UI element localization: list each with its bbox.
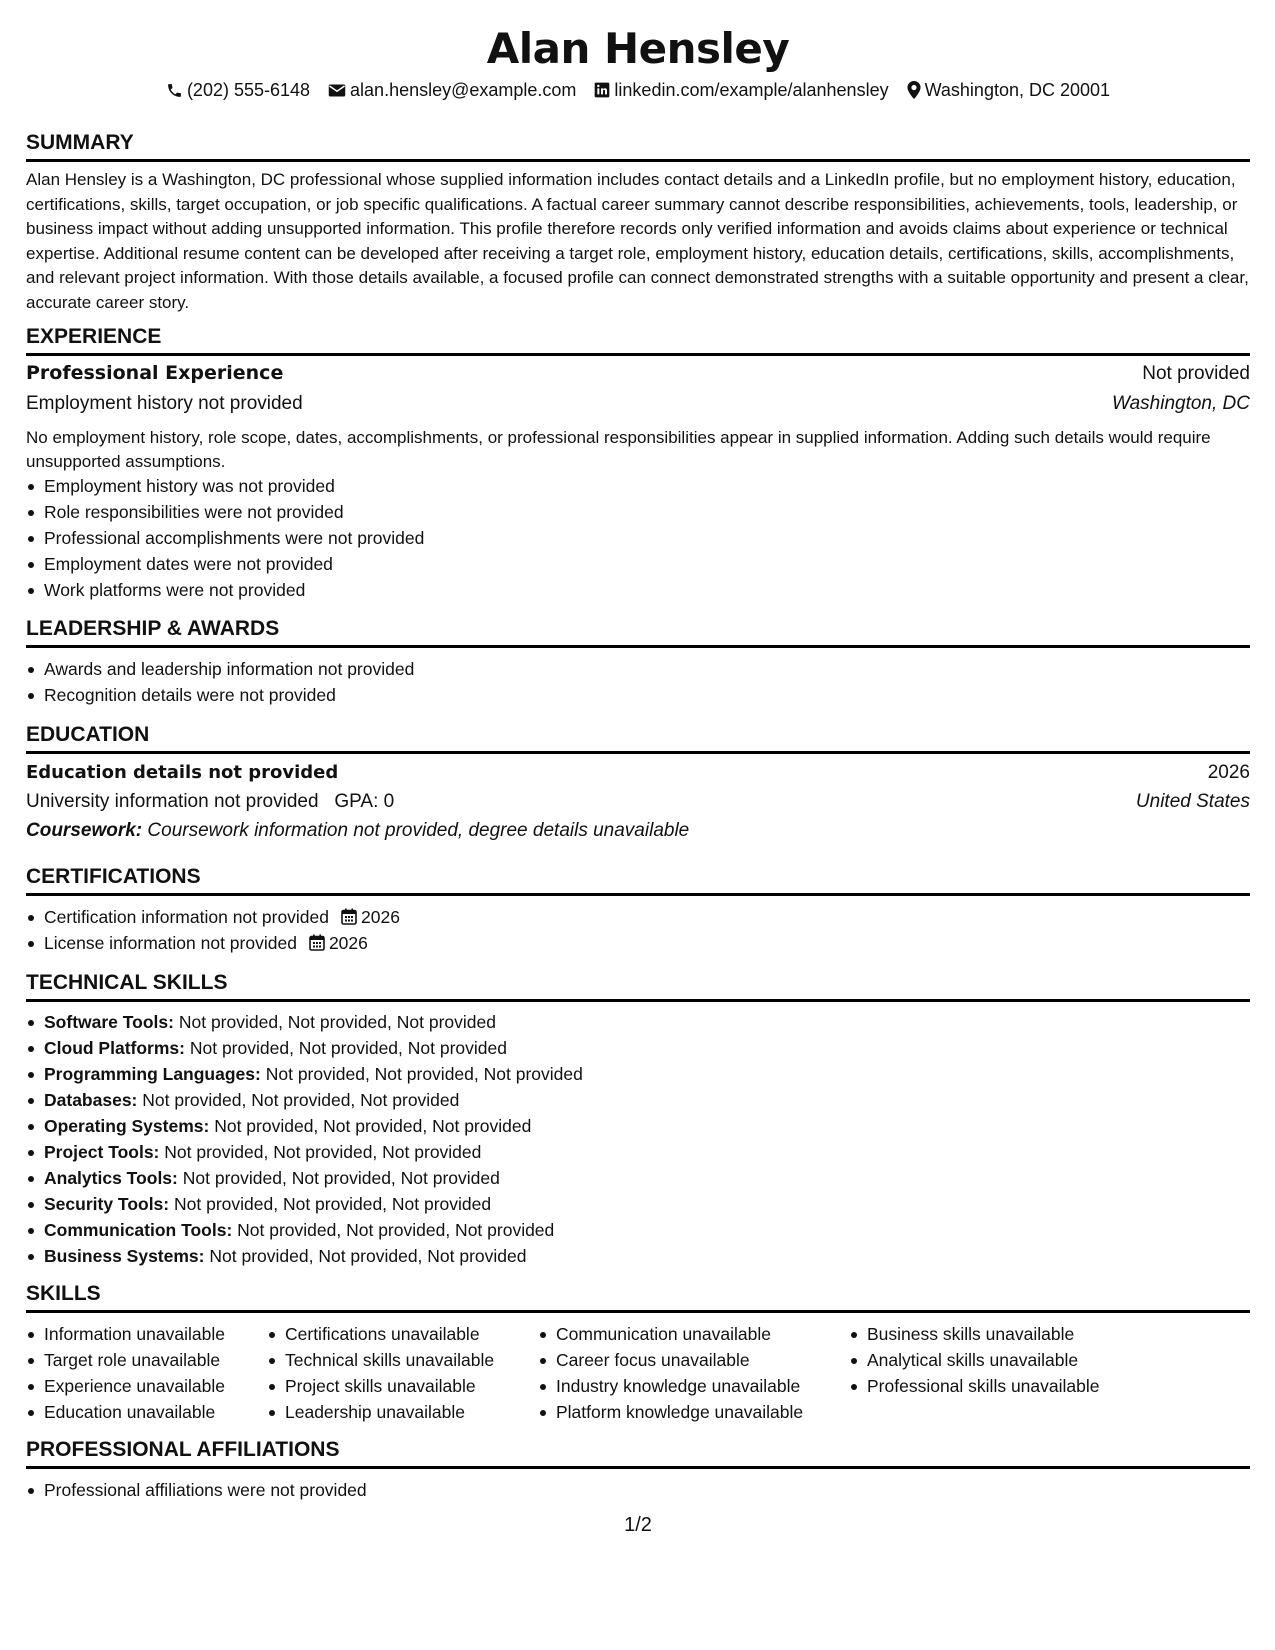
list-item: Platform knowledge unavailable: [538, 1399, 803, 1425]
list-item: Role responsibilities were not provided: [26, 499, 424, 525]
list-item: Project skills unavailable: [267, 1373, 494, 1399]
experience-entry-title: Professional Experience: [26, 362, 284, 384]
skill-category-value: Not provided, Not provided, Not provided: [178, 1012, 496, 1032]
experience-entry-date: Not provided: [1142, 363, 1250, 384]
certifications-list: [26, 904, 400, 956]
list-item: [26, 930, 400, 956]
education-entry-header: [26, 762, 1250, 784]
education-coursework: [26, 820, 689, 842]
skill-category-label: Project Tools:: [44, 1142, 160, 1162]
list-item: Leadership unavailable: [267, 1399, 494, 1425]
skills-column-1: [26, 1321, 225, 1425]
skills-column-2: [267, 1321, 494, 1425]
skill-category-label: Analytics Tools:: [44, 1168, 178, 1188]
skill-category-value: Not provided, Not provided, Not provided: [174, 1194, 492, 1214]
skill-category-value: Not provided, Not provided, Not provided: [182, 1168, 500, 1188]
skills-column-3: [538, 1321, 803, 1425]
list-item: Professional affiliations were not provided: [26, 1477, 367, 1503]
list-item: Target role unavailable: [26, 1347, 225, 1373]
list-item: Employment history was not provided: [26, 473, 424, 499]
list-item: Information unavailable: [26, 1321, 225, 1347]
experience-entry-header: [26, 362, 1250, 385]
technical-skills-heading: TECHNICAL SKILLS: [26, 970, 1250, 1002]
list-item: Technical skills unavailable: [267, 1347, 494, 1373]
education-school: University information not provided: [26, 791, 319, 812]
list-item: [26, 1087, 583, 1113]
skill-category-value: Not provided, Not provided, Not provided: [265, 1064, 583, 1084]
education-heading: EDUCATION: [26, 722, 1250, 754]
list-item: [26, 1165, 583, 1191]
list-item: Experience unavailable: [26, 1373, 225, 1399]
experience-entry-subheader: [26, 393, 1250, 415]
location-text: Washington, DC 20001: [924, 80, 1111, 100]
skill-category-value: Not provided, Not provided, Not provided: [209, 1246, 527, 1266]
skill-category-label: Databases:: [44, 1090, 138, 1110]
summary-heading: SUMMARY: [26, 130, 1250, 162]
education-entry-title: Education details not provided: [26, 762, 339, 783]
list-item: [26, 1113, 583, 1139]
contact-location: [907, 78, 1110, 102]
leadership-bullet-list: [26, 656, 414, 708]
phone-icon: [166, 82, 183, 99]
envelope-icon: [328, 83, 346, 98]
list-item: [26, 1191, 583, 1217]
skill-category-value: Not provided, Not provided, Not provided: [189, 1038, 507, 1058]
skill-category-value: Not provided, Not provided, Not provided: [237, 1220, 555, 1240]
coursework-label: Coursework:: [26, 820, 143, 841]
affiliations-heading: PROFESSIONAL AFFILIATIONS: [26, 1437, 1250, 1469]
certifications-heading: CERTIFICATIONS: [26, 864, 1250, 896]
list-item: [26, 1217, 583, 1243]
experience-bullet-list: [26, 473, 424, 603]
education-entry-subheader: [26, 791, 1250, 813]
summary-text: Alan Hensley is a Washington, DC professional whose supplied information includes contact details and a LinkedIn profile, but no employment history, education, certifications, skills, target occupation, or job specific qualifications. A factual career summary cannot describe responsibilities, achievements, tools, leadership, or business impact without adding unsupported information. This profile therefore records only verified information and avoids claims about experience or technical expertise. Additional resume content can be developed after receiving a target role, employment history, education details, certifications, skills, accomplishments, and relevant project information. With those details available, a focused profile can connect demonstrated strengths with a suitable opportunity and present a clear, accurate career story.: [26, 170, 1249, 312]
contact-email[interactable]: [328, 78, 576, 102]
skill-category-value: Not provided, Not provided, Not provided: [164, 1142, 482, 1162]
email-text: alan.hensley@example.com: [350, 80, 577, 100]
candidate-name: Alan Hensley: [486, 24, 790, 73]
skill-category-label: Security Tools:: [44, 1194, 170, 1214]
skill-category-label: Software Tools:: [44, 1012, 174, 1032]
resume-page: [26, 0, 1250, 1650]
education-location: United States: [1135, 791, 1250, 812]
experience-description: No employment history, role scope, dates, accomplishments, or professional responsibilities appear in supplied information. Adding such details would require unsupported assumptions.: [26, 428, 1211, 471]
certification-name: License information not provided: [44, 933, 297, 953]
list-item: Certifications unavailable: [267, 1321, 494, 1347]
contact-phone[interactable]: [166, 78, 310, 102]
list-item: Awards and leadership information not provided: [26, 656, 414, 682]
page-number: 1/2: [624, 1514, 652, 1536]
list-item: [26, 904, 400, 930]
skills-column-4: [849, 1321, 1099, 1399]
list-item: Education unavailable: [26, 1399, 225, 1425]
leadership-heading: LEADERSHIP & AWARDS: [26, 616, 1250, 648]
education-gpa: GPA: 0: [334, 791, 395, 812]
certification-year: 2026: [361, 907, 400, 927]
list-item: Professional skills unavailable: [849, 1373, 1099, 1399]
list-item: Business skills unavailable: [849, 1321, 1099, 1347]
skill-category-value: Not provided, Not provided, Not provided: [214, 1116, 532, 1136]
phone-text: (202) 555-6148: [186, 80, 311, 100]
experience-entry-location: Washington, DC: [1112, 393, 1250, 414]
list-item: Industry knowledge unavailable: [538, 1373, 803, 1399]
technical-skills-list: [26, 1009, 583, 1269]
skill-category-label: Programming Languages:: [44, 1064, 261, 1084]
coursework-text: Coursework information not provided, degree details unavailable: [147, 820, 690, 841]
list-item: [26, 1035, 583, 1061]
list-item: Work platforms were not provided: [26, 577, 424, 603]
skill-category-label: Cloud Platforms:: [44, 1038, 185, 1058]
list-item: Recognition details were not provided: [26, 682, 414, 708]
contact-bar: [26, 78, 1250, 102]
list-item: Career focus unavailable: [538, 1347, 803, 1373]
certification-year: 2026: [328, 933, 368, 953]
calendar-icon: [309, 934, 325, 951]
list-item: [26, 1139, 583, 1165]
list-item: [26, 1009, 583, 1035]
experience-heading: EXPERIENCE: [26, 324, 1250, 356]
certification-name: Certification information not provided: [44, 907, 330, 927]
skill-category-label: Communication Tools:: [44, 1220, 233, 1240]
education-year: 2026: [1207, 762, 1250, 783]
map-pin-icon: [907, 81, 921, 99]
linkedin-icon: [594, 82, 610, 98]
linkedin-text: linkedin.com/example/alanhensley: [614, 80, 889, 100]
list-item: Employment dates were not provided: [26, 551, 424, 577]
skill-category-value: Not provided, Not provided, Not provided: [142, 1090, 460, 1110]
contact-linkedin[interactable]: [594, 78, 888, 102]
skills-heading: SKILLS: [26, 1281, 1250, 1313]
education-school-line: [26, 791, 394, 813]
skill-category-label: Business Systems:: [44, 1246, 205, 1266]
list-item: [26, 1061, 583, 1087]
list-item: [26, 1243, 583, 1269]
skill-category-label: Operating Systems:: [44, 1116, 210, 1136]
experience-entry-subtitle: Employment history not provided: [26, 393, 303, 414]
affiliations-list: [26, 1477, 367, 1503]
list-item: Analytical skills unavailable: [849, 1347, 1099, 1373]
list-item: Professional accomplishments were not provided: [26, 525, 424, 551]
calendar-icon: [341, 908, 357, 925]
list-item: Communication unavailable: [538, 1321, 803, 1347]
